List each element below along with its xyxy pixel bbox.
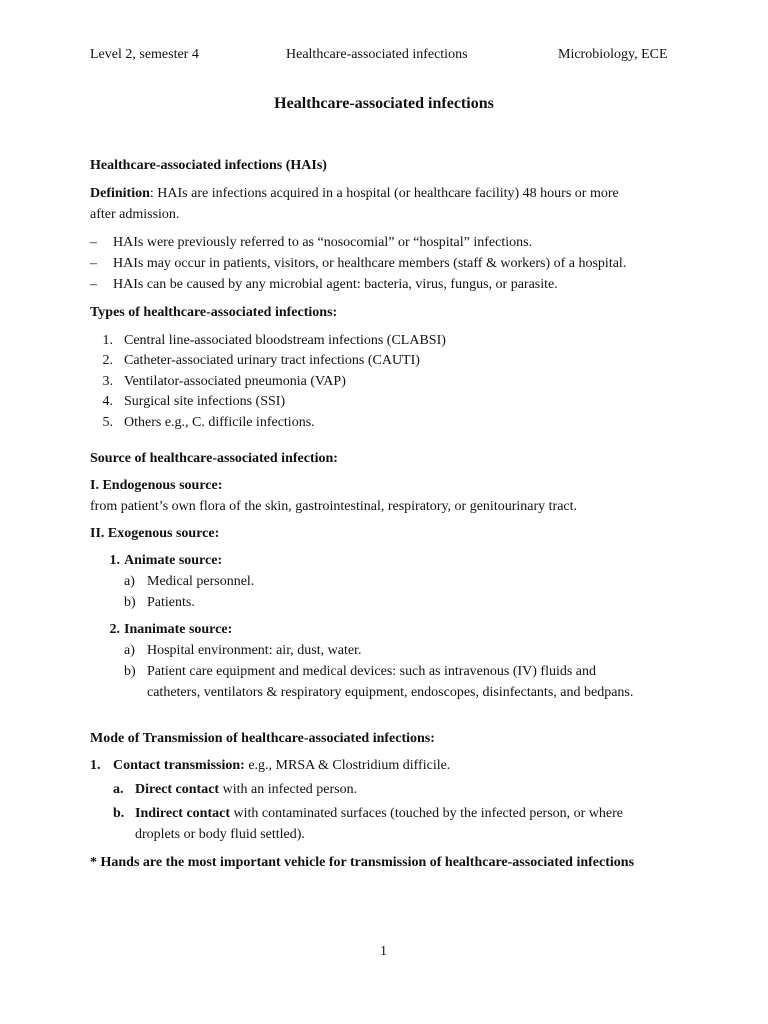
sub-label: b) bbox=[124, 664, 136, 679]
page-number: 1 bbox=[380, 944, 387, 959]
animate-heading: Animate source: bbox=[124, 553, 223, 568]
header-right: Microbiology, ECE bbox=[558, 47, 668, 62]
contact-line bbox=[113, 758, 450, 774]
list-item: Others e.g., C. difficile infections. bbox=[124, 415, 315, 430]
hands-note: * Hands are the most important vehicle for transmission of healthcare-associated infections bbox=[90, 855, 635, 870]
header-left: Level 2, semester 4 bbox=[90, 47, 199, 62]
hais-heading: Healthcare-associated infections (HAIs) bbox=[90, 158, 327, 173]
endogenous-heading: I. Endogenous source: bbox=[90, 478, 223, 493]
sub-item-continuation: catheters, ventilators & respiratory equipment, endoscopes, disinfectants, and bedpans. bbox=[147, 685, 634, 700]
list-number: 5. bbox=[102, 415, 113, 430]
direct-contact-text: with an infected person. bbox=[219, 782, 358, 797]
bullet-item: HAIs were previously referred to as “nosocomial” or “hospital” infections. bbox=[113, 235, 533, 250]
endogenous-text: from patient’s own flora of the skin, gastrointestinal, respiratory, or genitourinary tract. bbox=[90, 499, 578, 514]
sub-item: Patient care equipment and medical devices: such as intravenous (IV) fluids and bbox=[147, 664, 597, 679]
sub-item: Hospital environment: air, dust, water. bbox=[147, 643, 362, 658]
bullet-dash: – bbox=[90, 235, 97, 250]
list-number: 3. bbox=[102, 374, 113, 389]
list-number: 2. bbox=[109, 622, 120, 637]
list-item: Surgical site infections (SSI) bbox=[124, 394, 286, 409]
transmission-heading: Mode of Transmission of healthcare-associated infections: bbox=[90, 731, 435, 746]
bullet-dash: – bbox=[90, 277, 97, 292]
inanimate-heading: Inanimate source: bbox=[124, 622, 233, 637]
page-title: Healthcare-associated infections bbox=[274, 95, 494, 112]
sub-label: a) bbox=[124, 643, 135, 658]
definition-line-1 bbox=[90, 186, 619, 202]
direct-contact-line bbox=[135, 782, 357, 798]
definition-label: Definition bbox=[90, 186, 150, 201]
definition-text: : HAIs are infections acquired in a hospital (or healthcare facility) 48 hours or more bbox=[149, 186, 619, 201]
bullet-dash: – bbox=[90, 256, 97, 271]
list-number: 4. bbox=[102, 394, 113, 409]
contact-label: Contact transmission: bbox=[113, 758, 245, 773]
indirect-contact-line bbox=[135, 806, 623, 822]
list-number: 1. bbox=[90, 758, 101, 773]
contact-text: e.g., MRSA & Clostridium difficile. bbox=[244, 758, 451, 773]
definition-line-2: after admission. bbox=[90, 207, 180, 222]
sub-label: a. bbox=[113, 782, 124, 797]
header-center: Healthcare-associated infections bbox=[286, 47, 468, 62]
indirect-contact-continuation: droplets or body fluid settled). bbox=[135, 827, 305, 842]
sub-item: Medical personnel. bbox=[147, 574, 255, 589]
list-item: Catheter-associated urinary tract infections (CAUTI) bbox=[124, 353, 420, 368]
bullet-item: HAIs can be caused by any microbial agent: bacteria, virus, fungus, or parasite. bbox=[113, 277, 558, 292]
list-number: 2. bbox=[102, 353, 113, 368]
list-item: Ventilator-associated pneumonia (VAP) bbox=[124, 374, 346, 389]
sub-label: b. bbox=[113, 806, 125, 821]
indirect-contact-text: with contaminated surfaces (touched by the infected person, or where bbox=[230, 806, 624, 821]
list-number: 1. bbox=[102, 333, 113, 348]
list-number: 1. bbox=[109, 553, 120, 568]
sub-label: a) bbox=[124, 574, 135, 589]
bullet-item: HAIs may occur in patients, visitors, or healthcare members (staff & workers) of a hospital. bbox=[113, 256, 627, 271]
source-heading: Source of healthcare-associated infection: bbox=[90, 451, 338, 466]
direct-contact-label: Direct contact bbox=[135, 782, 220, 797]
types-heading: Types of healthcare-associated infections: bbox=[90, 305, 338, 320]
indirect-contact-label: Indirect contact bbox=[135, 806, 230, 821]
sub-label: b) bbox=[124, 595, 136, 610]
exogenous-heading: II. Exogenous source: bbox=[90, 526, 220, 541]
list-item: Central line-associated bloodstream infections (CLABSI) bbox=[124, 333, 446, 348]
sub-item: Patients. bbox=[147, 595, 195, 610]
